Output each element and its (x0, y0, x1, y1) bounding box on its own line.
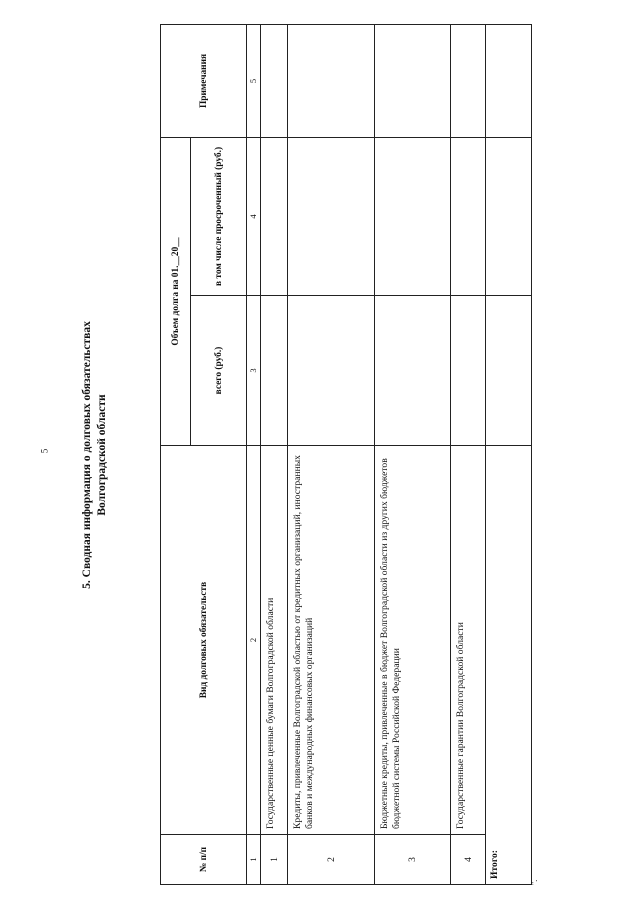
table-row (451, 24, 486, 884)
header-total: всего (руб.) (191, 296, 247, 446)
total-cell (375, 296, 451, 446)
closing-quote-mark: ". (530, 879, 539, 885)
column-number: 1 (247, 835, 261, 885)
column-number: 5 (247, 24, 261, 137)
total-overdue-cell (486, 137, 532, 295)
obligation-type-cell: Государственные гарантии Волгоградской области (451, 446, 486, 835)
table-row (288, 24, 375, 884)
total-cell (451, 296, 486, 446)
row-number: 3 (375, 835, 451, 885)
header-overdue: в том числе просроченный (руб.) (191, 137, 247, 295)
overdue-cell (375, 137, 451, 295)
rotated-page-content (78, 25, 539, 885)
header-notes: Примечания (161, 24, 247, 137)
obligation-type-cell: Бюджетные кредиты, привлеченные в бюджет Волгоградской области из других бюджетов бюджетной системы Российской Федерации (375, 446, 451, 835)
notes-cell (261, 24, 288, 137)
title-line-1: 5. Сводная информация о долговых обязательствах (81, 321, 93, 589)
notes-cell (288, 24, 375, 137)
notes-cell (375, 24, 451, 137)
debt-obligations-table (160, 24, 532, 885)
overdue-cell (288, 137, 375, 295)
column-number: 2 (247, 446, 261, 835)
row-number: 4 (451, 835, 486, 885)
row-number: 2 (288, 835, 375, 885)
obligation-type-cell: Государственные ценные бумаги Волгоградской области (261, 446, 288, 835)
notes-cell (451, 24, 486, 137)
obligation-type-cell: Кредиты, привлеченные Волгоградской областью от кредитных организаций, иностранных банков и международных финансовых организаций (288, 446, 375, 835)
column-number-row (247, 24, 261, 884)
row-number: 1 (261, 835, 288, 885)
total-label: Итого: (486, 446, 532, 885)
header-debt-volume: Объем долга на 01.__20__ (161, 137, 191, 445)
header-number: № п/п (161, 835, 247, 885)
column-number: 4 (247, 137, 261, 295)
total-row (486, 24, 532, 884)
overdue-cell (261, 137, 288, 295)
total-notes-cell (486, 24, 532, 137)
page-number: 5 (39, 448, 50, 454)
total-cell (288, 296, 375, 446)
document-title (80, 25, 110, 885)
table-row (261, 24, 288, 884)
header-obligation-type: Вид долговых обязательств (161, 446, 247, 835)
table-row (375, 24, 451, 884)
column-number: 3 (247, 296, 261, 446)
total-sum-cell (486, 296, 532, 446)
overdue-cell (451, 137, 486, 295)
total-cell (261, 296, 288, 446)
title-line-2: Волгоградской области (96, 394, 108, 516)
